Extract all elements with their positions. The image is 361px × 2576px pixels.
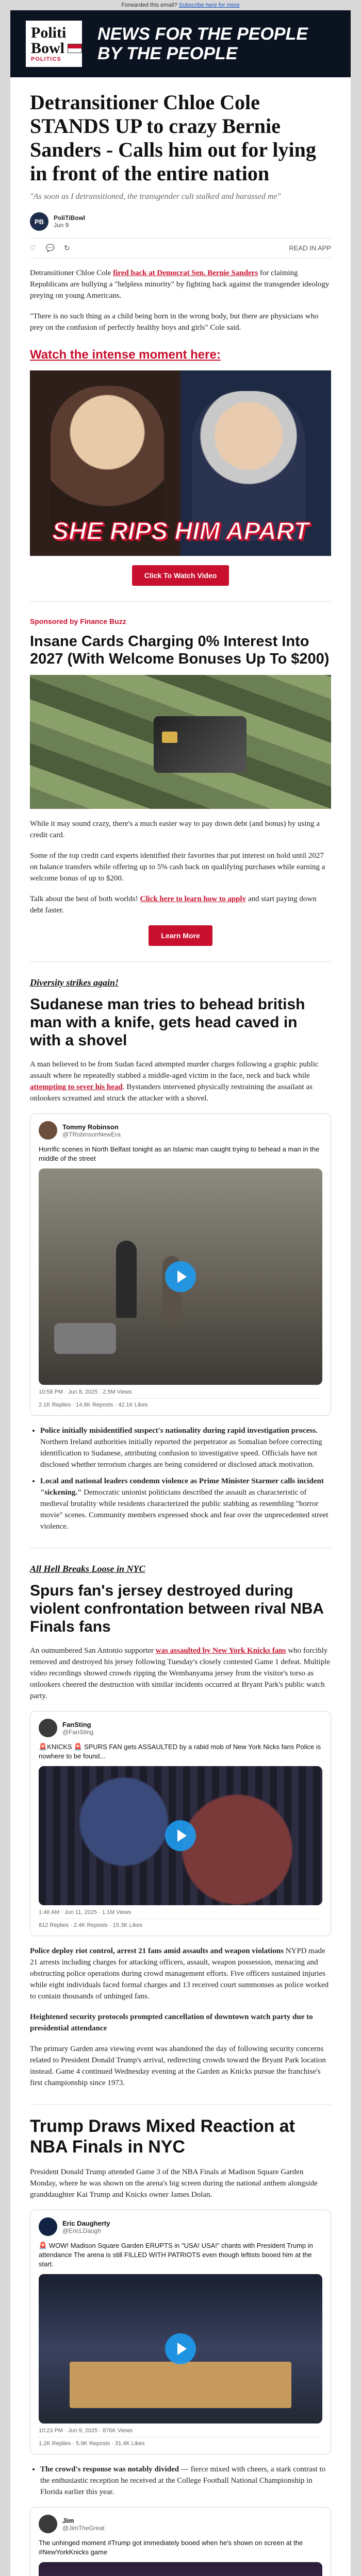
video-heading: Watch the intense moment here: — [30, 348, 221, 362]
tweet-stats: 2.1K Replies · 14.8K Reposts · 42.1K Likes — [39, 1398, 322, 1408]
embedded-tweet[interactable] — [30, 2507, 331, 2576]
tweet-author[interactable]: Tommy Robinson — [62, 1123, 119, 1131]
story-link[interactable]: attempting to sever his head — [30, 1083, 123, 1091]
tweet-author[interactable]: Eric Daugherty — [62, 2219, 110, 2227]
tweet-handle: @EricLDaugh — [62, 2227, 101, 2234]
story-headline[interactable]: Spurs fan's jersey destroyed during violent confrontation between rival NBA Finals fans — [30, 1582, 323, 1635]
embedded-tweet[interactable] — [30, 2210, 331, 2454]
tweet-avatar[interactable] — [39, 1719, 57, 1737]
newsletter-body — [10, 77, 351, 2576]
story-kicker: All Hell Breaks Loose in NYC — [30, 1564, 145, 1574]
list-item: • The crowd's response was notably divided — fierce mixed with cheers, a stark contrast to the enthusiastic reception he received at the College Football National Championship in Florida earlier this year. — [40, 2464, 331, 2498]
read-in-app-button[interactable]: READ IN APP — [289, 244, 331, 252]
restack-icon[interactable]: ↻ — [64, 244, 70, 252]
video-thumbnail[interactable] — [30, 370, 331, 556]
play-icon[interactable] — [165, 1261, 196, 1292]
author-name[interactable]: PoliTiBowl — [54, 214, 86, 222]
tweet-text: The unhinged moment #Trump got immediately booed when he's shown on screen at the #NewYorkKnicks game — [39, 2539, 303, 2556]
story-headline[interactable]: Trump Draws Mixed Reaction at NBA Finals in NYC — [30, 2116, 295, 2157]
tweet-author[interactable]: FanSting — [62, 1720, 91, 1728]
article-paragraph: "There is no such thing as a child being born in the wrong body, but there are physicians who prey on the confusion of perfectly healthy boys and girls" Cole said. — [30, 312, 319, 332]
article-paragraph: Detransitioner Chloe Cole fired back at Democrat Sen. Bernie Sanders for claiming Republicans are bullying a "helpless minority" by fighting back against the transgender ideology preying on young Americans. — [30, 269, 330, 300]
tweet-text: 🚨 WOW! Madison Square Garden ERUPTS in "USA! USA!" chants with President Trump in attendance The arena is still FILLED WITH PATRIOTS even though leftists booed him at the start. — [39, 2242, 313, 2268]
story-paragraph: The primary Garden area viewing event was abandoned the day of following security concerns related to President Donald Trump's arrival, redirecting crowds toward the Bryant Park location instead. Game 4 continued Wednesday evening at the Garden as Knicks pursue the franchise's first championship since 1973. — [30, 2045, 326, 2087]
list-item: • Local and national leaders condemn violence as Prime Minister Starmer calls incident "sickening." Democratic unionist politicians described the assault as characteristic of medieval brutality while residents characterized the public stabbing as resembling "horror movie" scenes. Community members expressed shock and fear over the unprecedented street violence. — [40, 1476, 331, 1532]
byline — [30, 212, 331, 231]
list-item: • Police initially misidentified suspect's nationality during rapid investigation process. Northern Ireland authorities initially reported the perpetrator as Somalian before correcting identification to Sudanese, attributing confusion to investigative speed. Officials have not disclosed whether terrorism charges are being considered or disclosed attack motivation. — [40, 1425, 331, 1470]
sponsor-paragraph: Some of the top credit card experts identified their favorites that put interest on hold until 2027 on balance transfers while offering up to 5% cash back on qualifying purchases while earning a welcome bonus of up to $200. — [30, 852, 325, 883]
embedded-tweet[interactable] — [30, 1711, 331, 1936]
thumbnail-caption: SHE RIPS HIM APART — [52, 518, 309, 545]
story-link[interactable]: was assaulted by New York Knicks fans — [155, 1647, 286, 1655]
tweet-video[interactable] — [39, 2562, 322, 2576]
sponsor-paragraph: While it may sound crazy, there's a much easier way to pay down debt (and bonus) by using a credit card. — [30, 820, 320, 839]
sponsor-paragraph: Talk about the best of both worlds! Click here to learn how to apply and start paying down debt faster. — [30, 895, 317, 914]
article-headline[interactable]: Detransitioner Chloe Cole STANDS UP to crazy Bernie Sanders - Calls him out for lying in front of the entire nation — [30, 91, 316, 185]
article-link[interactable]: fired back at Democrat Sen. Bernie Sanders — [113, 269, 258, 277]
story-bullets — [30, 1425, 331, 1532]
divider — [30, 601, 331, 602]
forwarded-bar: Forwarded this email? Subscribe here for more — [121, 2, 240, 8]
like-icon[interactable]: ♡ — [30, 244, 37, 252]
tweet-timestamp: 10:58 PM · Jun 8, 2025 · 2.5M Views — [39, 1389, 132, 1395]
car-shape — [54, 1323, 116, 1354]
tweet-avatar[interactable] — [39, 2515, 57, 2533]
divider — [30, 961, 331, 962]
tweet-author[interactable]: Jim — [62, 2516, 74, 2524]
tweet-video[interactable] — [39, 1766, 322, 1905]
story-paragraph: A man believed to be from Sudan faced attempted murder charges following a graphic public assault where he repeatedly stabbed a middle-aged victim in the face, neck and back while attempting to sever his head. Bystanders intervened physically restraining the assailant as onlookers screamed and struck the attacker with a shovel. — [30, 1060, 319, 1103]
credit-card-image — [154, 716, 247, 773]
tweet-timestamp: 10:23 PM · Jun 9, 2025 · 876K Views — [39, 2428, 133, 2434]
learn-more-button[interactable]: Learn More — [149, 925, 212, 946]
watch-video-button[interactable]: Click To Watch Video — [132, 565, 229, 586]
story-paragraph: President Donald Trump attended Game 3 of the NBA Finals at Madison Square Garden Monday, where he was shown on the arena's big screen during the national anthem alongside granddaughter Kai Trump and Knicks owner James Dolan. — [30, 2168, 318, 2199]
tweet-video[interactable] — [39, 2274, 322, 2424]
tweet-stats: 812 Replies · 2.4K Reposts · 15.3K Likes — [39, 1919, 322, 1928]
tweet-text: Horrific scenes in North Belfast tonight as an Islamic man caught trying to behead a man in the middle of the street — [39, 1145, 320, 1162]
article-deck: "As soon as I detransitioned, the transgender cult stalked and harassed me" — [30, 192, 281, 201]
tweet-text: 🚨KNICKS 🚨 SPURS FAN gets ASSAULTED by a rabid mob of New York Nicks fans Police is nowhere to be found... — [39, 1743, 321, 1760]
story-kicker: Diversity strikes again! — [30, 977, 119, 988]
story-paragraph: Police deploy riot control, arrest 21 fans amid assaults and weapon violations NYPD made 21 arrests including charges for attacking officers, assault, weapon possession, menacing and obstructing police operations during crowd management efforts. Five officers sustained injuries while eight individuals faced formal charges and 13 received court summonses as police worked to contain thousands of unhinged fans. — [30, 1947, 329, 2001]
post-actions — [30, 238, 331, 258]
play-icon[interactable] — [165, 2333, 196, 2364]
sponsor-label: Sponsored by Finance Buzz — [30, 617, 126, 625]
sponsor-image[interactable] — [30, 675, 331, 809]
court-shape — [70, 2362, 291, 2408]
tweet-handle: @FanSting — [62, 1728, 94, 1736]
sponsor-link[interactable]: Click here to learn how to apply — [140, 895, 247, 903]
story-paragraph: An outnumbered San Antonio supporter was assaulted by New York Knicks fans who forcibly removed and destroyed his jersey following Tuesday's closely contested Game 1 defeat. Multiple video recordings showed crowds ripping the Wembanyama jersey from the visitor's torso as onlookers cheered the destruction with similar incidents occurred at Bryant Park's public watch party. — [30, 1647, 331, 1700]
subscribe-link[interactable]: Subscribe here for more — [178, 2, 240, 8]
site-logo[interactable]: Politi Bowl POLITICS — [26, 21, 82, 67]
post-date: Jun 9 — [54, 222, 69, 229]
tweet-handle: @TRobinsonNewEra — [62, 1130, 121, 1138]
tweet-video[interactable] — [39, 1168, 322, 1385]
header-banner: NEWS FOR THE PEOPLE BY THE PEOPLE — [97, 24, 308, 63]
person-shape — [116, 1241, 137, 1318]
sponsor-headline[interactable]: Insane Cards Charging 0% Interest Into 2027 (With Welcome Bonuses Up To $200) — [30, 633, 330, 667]
tweet-avatar[interactable] — [39, 1121, 57, 1140]
story-bullets — [30, 2464, 331, 2498]
story-paragraph: Heightened security protocols prompted cancellation of downtown watch party due to presidential attendance — [30, 2013, 313, 2032]
author-avatar[interactable]: PB — [30, 212, 48, 231]
divider — [30, 2104, 331, 2105]
site-header — [10, 10, 351, 77]
comment-icon[interactable]: 💬 — [45, 244, 55, 252]
play-icon[interactable] — [165, 1820, 196, 1851]
tweet-avatar[interactable] — [39, 2217, 57, 2236]
story-headline[interactable]: Sudanese man tries to behead british man with a knife, gets head caved in with a shovel — [30, 996, 305, 1049]
tweet-stats: 1.2K Replies · 5.9K Reposts · 31.4K Likes — [39, 2437, 322, 2447]
flag-icon — [68, 44, 82, 53]
tweet-handle: @JimTheGreat — [62, 2524, 105, 2532]
embedded-tweet[interactable] — [30, 1113, 331, 1416]
tweet-timestamp: 1:46 AM · Jun 11, 2025 · 1.1M Views — [39, 1909, 132, 1916]
